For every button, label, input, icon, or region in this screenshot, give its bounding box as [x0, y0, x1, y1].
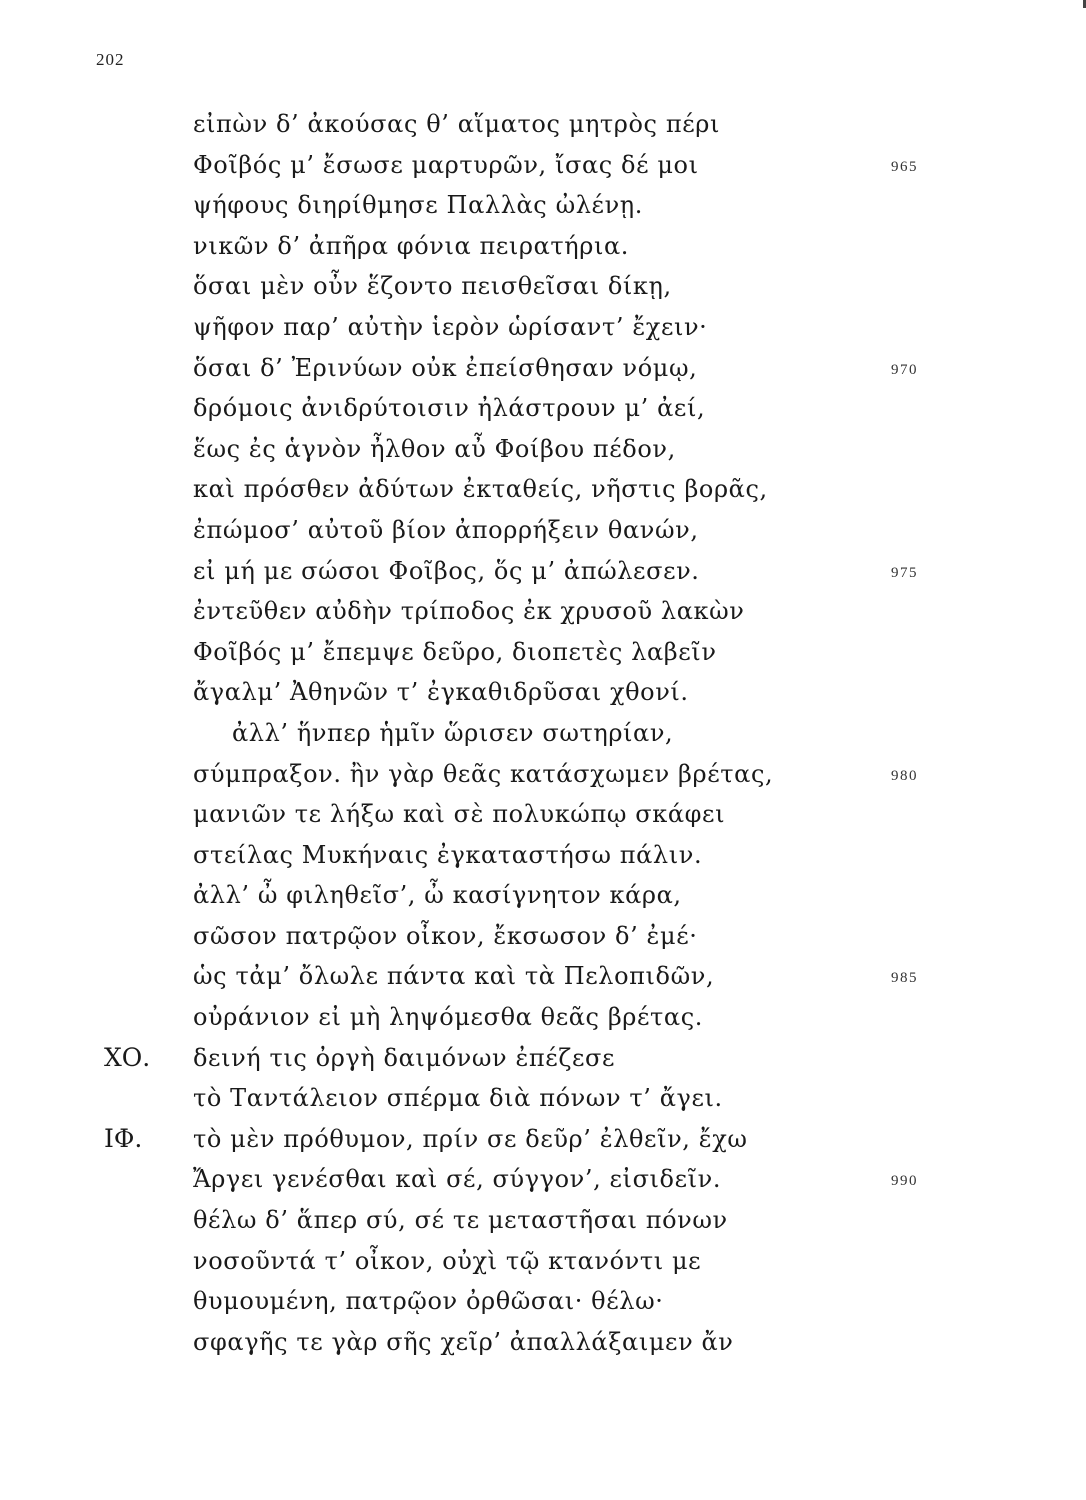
- verse-text: Ἄργει γενέσθαι καὶ σέ, σύγγον’, εἰσιδεῖν.: [193, 1165, 722, 1194]
- verse-text: νικῶν δ’ ἀπῆρα φόνια πειρατήρια.: [193, 231, 630, 260]
- verse-text: Φοῖβός μ’ ἔσωσε μαρτυρῶν, ἴσας δέ μοι: [193, 150, 699, 179]
- verse-text: ψήφους διηρίθμησε Παλλὰς ὠλένῃ.: [193, 191, 643, 220]
- verse-line: [0, 226, 1086, 267]
- verse-text: ἄγαλμ’ Ἀθηνῶν τ’ ἐγκαθιδρῦσαι χθονί.: [193, 678, 689, 707]
- verse-line: [0, 1200, 1086, 1241]
- verse-text: νοσοῦντά τ’ οἶκον, οὐχὶ τῷ κτανόντι με: [193, 1246, 702, 1275]
- verse-text: ἕως ἐς ἁγνὸν ἦλθον αὖ Φοίβου πέδον,: [193, 434, 676, 463]
- verse-text: ὡς τἀμ’ ὄλωλε πάντα καὶ τὰ Πελοπιδῶν,: [193, 962, 715, 991]
- verse-line: [0, 551, 1086, 592]
- verse-text: μανιῶν τε λήξω καὶ σὲ πολυκώπῳ σκάφει: [193, 800, 726, 829]
- verse-text: ἀλλ’ ὦ φιληθεῖσ’, ὦ κασίγνητον κάρα,: [193, 881, 682, 910]
- verse-block: [0, 104, 1086, 1362]
- line-number: 975: [891, 564, 918, 581]
- verse-text: ψῆφον παρ’ αὐτὴν ἱερὸν ὡρίσαντ’ ἔχειν·: [193, 312, 708, 341]
- verse-line: [0, 1241, 1086, 1282]
- verse-text: στείλας Μυκήναις ἐγκαταστήσω πάλιν.: [193, 840, 703, 869]
- verse-text: Φοῖβός μ’ ἔπεμψε δεῦρο, διοπετὲς λαβεῖν: [193, 637, 717, 666]
- line-number: 985: [891, 970, 918, 987]
- verse-text: ἐπώμοσ’ αὐτοῦ βίον ἀπορρήξειν θανών,: [193, 515, 699, 544]
- verse-text: θυμουμένη, πατρῷον ὀρθῶσαι· θέλω·: [193, 1287, 664, 1316]
- speaker-label: ΙΦ.: [104, 1123, 143, 1153]
- verse-text: ἀλλ’ ἥνπερ ἡμῖν ὥρισεν σωτηρίαν,: [232, 718, 674, 747]
- verse-line: [0, 1281, 1086, 1322]
- verse-text: σῶσον πατρῷον οἶκον, ἔκσωσον δ’ ἐμέ·: [193, 921, 698, 950]
- verse-line: [0, 1078, 1086, 1119]
- verse-line: [0, 388, 1086, 429]
- line-number: 980: [891, 767, 918, 784]
- verse-line: [0, 754, 1086, 795]
- verse-line: [0, 794, 1086, 835]
- verse-line: [0, 1119, 1086, 1160]
- verse-line: [0, 510, 1086, 551]
- verse-text: εἰ μή με σώσοι Φοῖβος, ὅς μ’ ἀπώλεσεν.: [193, 556, 700, 585]
- verse-line: [0, 266, 1086, 307]
- verse-text: σφαγῆς τε γὰρ σῆς χεῖρ’ ἀπαλλάξαιμεν ἄν: [193, 1327, 734, 1356]
- verse-text: σύμπραξον. ἢν γὰρ θεᾶς κατάσχωμεν βρέτας,: [193, 759, 774, 788]
- verse-line: [0, 632, 1086, 673]
- verse-line: [0, 429, 1086, 470]
- verse-line: [0, 875, 1086, 916]
- verse-line: [0, 469, 1086, 510]
- line-number: 965: [891, 158, 918, 175]
- verse-line: [0, 307, 1086, 348]
- verse-text: τὸ Ταντάλειον σπέρμα διὰ πόνων τ’ ἄγει.: [193, 1084, 723, 1113]
- line-number: 990: [891, 1173, 918, 1190]
- verse-line: [0, 956, 1086, 997]
- verse-text: ὅσαι μὲν οὖν ἕζοντο πεισθεῖσαι δίκῃ,: [193, 272, 672, 301]
- verse-text: ἐντεῦθεν αὐδὴν τρίποδος ἐκ χρυσοῦ λακὼν: [193, 597, 745, 626]
- verse-line: [0, 1038, 1086, 1079]
- line-number: 970: [891, 361, 918, 378]
- verse-line: [0, 591, 1086, 632]
- verse-line: [0, 348, 1086, 389]
- verse-line: [0, 104, 1086, 145]
- verse-text: θέλω δ’ ἅπερ σύ, σέ τε μεταστῆσαι πόνων: [193, 1206, 728, 1235]
- verse-text: τὸ μὲν πρόθυμον, πρίν σε δεῦρ’ ἐλθεῖν, ἔχω: [193, 1124, 748, 1153]
- verse-line: [0, 185, 1086, 226]
- verse-line: [0, 713, 1086, 754]
- verse-text: οὐράνιον εἰ μὴ ληψόμεσθα θεᾶς βρέτας.: [193, 1003, 703, 1032]
- verse-line: [0, 145, 1086, 186]
- verse-text: δεινή τις ὀργὴ δαιμόνων ἐπέζεσε: [193, 1043, 615, 1072]
- verse-line: [0, 835, 1086, 876]
- verse-text: καὶ πρόσθεν ἀδύτων ἐκταθείς, νῆστις βορᾶς,: [193, 475, 768, 504]
- verse-text: εἰπὼν δ’ ἀκούσας θ’ αἵματος μητρὸς πέρι: [193, 110, 720, 138]
- verse-line: [0, 1322, 1086, 1363]
- page-number: 202: [96, 50, 125, 69]
- verse-text: ὅσαι δ’ Ἐρινύων οὐκ ἐπείσθησαν νόμῳ,: [193, 353, 698, 382]
- speaker-label: ΧΟ.: [104, 1042, 151, 1072]
- verse-line: [0, 916, 1086, 957]
- verse-text: δρόμοις ἀνιδρύτοισιν ἠλάστρουν μ’ ἀεί,: [193, 394, 706, 423]
- verse-line: [0, 997, 1086, 1038]
- verse-line: [0, 672, 1086, 713]
- verse-line: [0, 1159, 1086, 1200]
